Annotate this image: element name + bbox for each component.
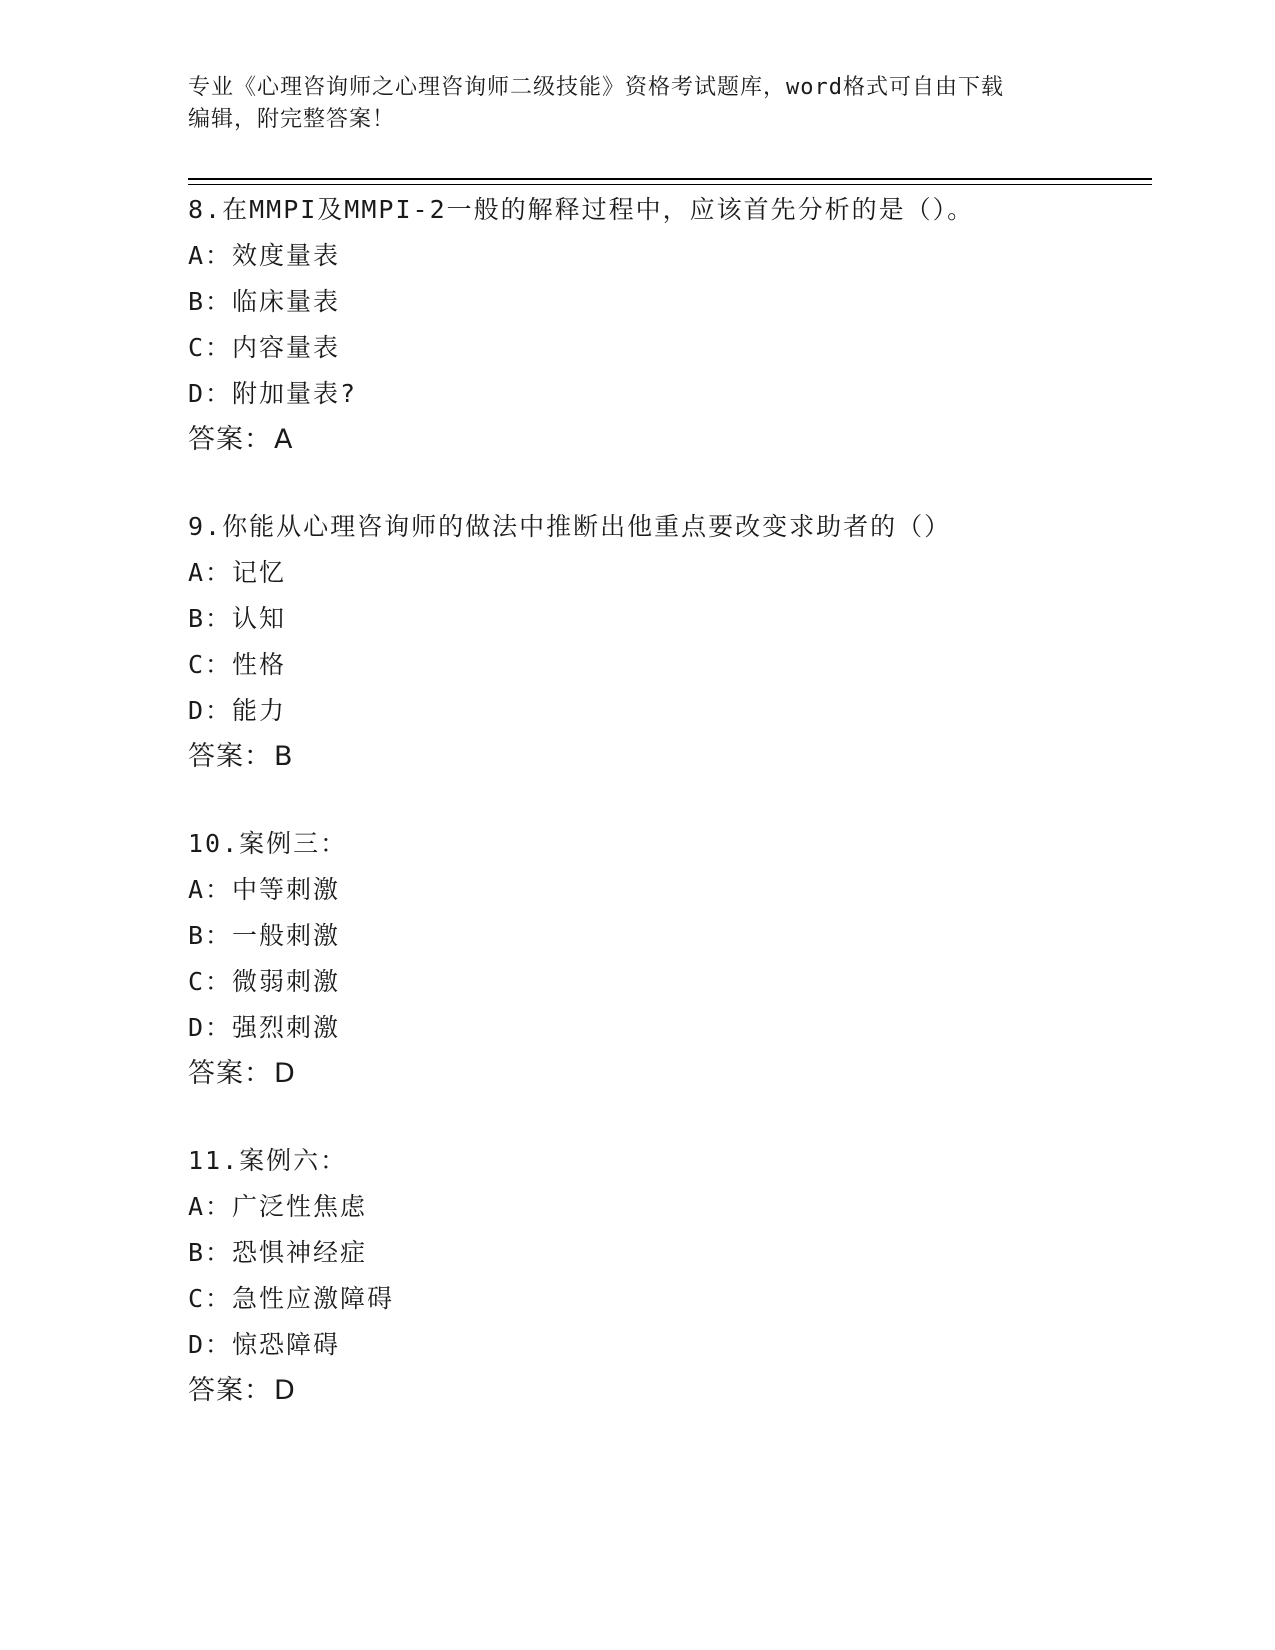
- document-header: [188, 72, 1088, 136]
- option-b: B：认知: [188, 604, 287, 633]
- option-a: A：中等刺激: [188, 875, 341, 904]
- question-stem: 10.案例三：: [188, 829, 348, 858]
- question-stem: 8.在MMPI及MMPI-2一般的解释过程中，应该首先分析的是（）。: [188, 195, 975, 224]
- answer-line: [188, 734, 1148, 780]
- answer-value: D: [274, 1058, 296, 1089]
- option-a: A：效度量表: [188, 241, 341, 270]
- option-d: D：能力: [188, 696, 287, 725]
- answer-line: [188, 417, 1148, 463]
- option-c: C：微弱刺激: [188, 967, 341, 996]
- option-b: B：一般刺激: [188, 921, 341, 950]
- header-divider-top: [188, 178, 1152, 180]
- answer-value: B: [274, 741, 294, 772]
- question-8: [188, 187, 1148, 463]
- question-stem: 9.你能从心理咨询师的做法中推断出他重点要改变求助者的（）: [188, 512, 952, 541]
- question-10: [188, 821, 1148, 1097]
- option-a: A：记忆: [188, 558, 287, 587]
- question-9: [188, 504, 1148, 780]
- header-line-2: 编辑，附完整答案！: [188, 107, 396, 132]
- option-c: C：性格: [188, 650, 287, 679]
- option-c: C：急性应激障碍: [188, 1284, 395, 1313]
- option-d: D：惊恐障碍: [188, 1330, 341, 1359]
- option-d: D：附加量表?: [188, 379, 358, 408]
- header-divider-bottom: [188, 184, 1152, 185]
- answer-label: 答案：: [188, 1375, 272, 1406]
- option-b: B：恐惧神经症: [188, 1238, 368, 1267]
- answer-label: 答案：: [188, 741, 272, 772]
- answer-line: [188, 1368, 1148, 1414]
- option-a: A：广泛性焦虑: [188, 1192, 368, 1221]
- answer-label: 答案：: [188, 1058, 272, 1089]
- header-line-1: 专业《心理咨询师之心理咨询师二级技能》资格考试题库，word格式可自由下载: [188, 75, 1004, 100]
- answer-value: D: [274, 1375, 296, 1406]
- question-11: [188, 1138, 1148, 1414]
- question-stem: 11.案例六：: [188, 1146, 348, 1175]
- answer-label: 答案：: [188, 424, 272, 455]
- option-d: D：强烈刺激: [188, 1013, 341, 1042]
- option-c: C：内容量表: [188, 333, 341, 362]
- option-b: B：临床量表: [188, 287, 341, 316]
- answer-value: A: [274, 424, 294, 455]
- answer-line: [188, 1051, 1148, 1097]
